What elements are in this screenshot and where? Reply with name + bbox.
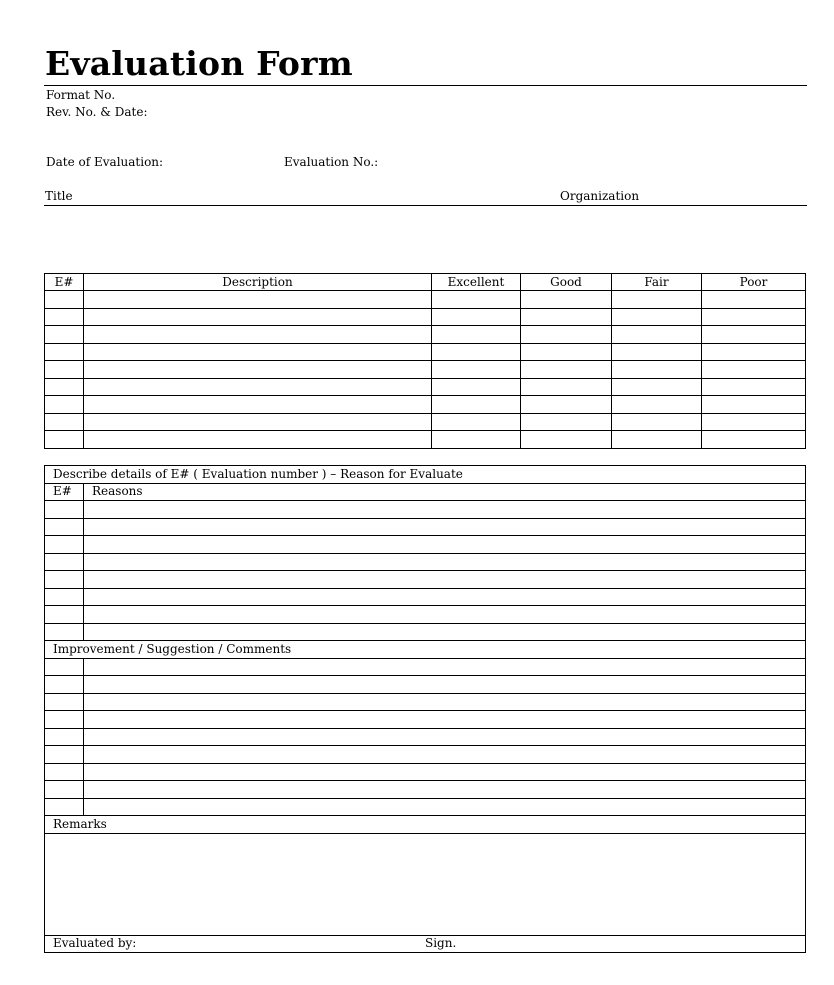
e-number-cell[interactable] [45, 413, 84, 431]
date-of-evaluation-label: Date of Evaluation: [46, 155, 164, 169]
reason-row [45, 571, 806, 589]
title-org-underline [44, 205, 807, 206]
evaluation-row [45, 413, 806, 431]
e-number-cell[interactable] [45, 571, 84, 589]
details-section-header [45, 466, 806, 484]
evaluation-row [45, 431, 806, 449]
e-number-cell[interactable] [45, 781, 84, 799]
comment-row [45, 798, 806, 816]
good-cell[interactable] [521, 361, 612, 379]
excellent-cell[interactable] [432, 291, 521, 309]
poor-cell[interactable] [702, 308, 806, 326]
details-section-title: Describe details of E# ( Evaluation number ) – Reason for Evaluate [45, 466, 806, 484]
evaluation-row [45, 326, 806, 344]
rev-no-date-label: Rev. No. & Date: [46, 105, 148, 119]
description-cell[interactable] [84, 343, 432, 361]
e-number-cell[interactable] [45, 588, 84, 606]
col-header-good: Good [521, 274, 612, 291]
poor-cell[interactable] [702, 291, 806, 309]
e-number-cell[interactable] [45, 728, 84, 746]
col-header-reasons: Reasons [84, 483, 806, 501]
comment-row [45, 728, 806, 746]
reason-row [45, 553, 806, 571]
col-header-e-number: E# [45, 274, 84, 291]
comment-cell[interactable] [84, 746, 806, 764]
col-header-poor: Poor [702, 274, 806, 291]
e-number-cell[interactable] [45, 553, 84, 571]
e-number-cell[interactable] [45, 396, 84, 414]
evaluation-table [44, 273, 806, 449]
poor-cell[interactable] [702, 396, 806, 414]
e-number-cell[interactable] [45, 343, 84, 361]
remarks-label: Remarks [45, 816, 806, 834]
comment-row [45, 781, 806, 799]
organization-label: Organization [560, 189, 640, 203]
comment-cell[interactable] [84, 711, 806, 729]
comment-row [45, 763, 806, 781]
good-cell[interactable] [521, 413, 612, 431]
evaluation-row [45, 343, 806, 361]
reason-row [45, 606, 806, 624]
improvement-section-header [45, 641, 806, 659]
e-number-cell[interactable] [45, 291, 84, 309]
reasons-column-header [45, 483, 806, 501]
comment-row [45, 693, 806, 711]
e-number-cell[interactable] [45, 711, 84, 729]
reason-row [45, 518, 806, 536]
signature-row [45, 935, 806, 953]
poor-cell[interactable] [702, 413, 806, 431]
col-header-fair: Fair [612, 274, 702, 291]
e-number-cell[interactable] [45, 431, 84, 449]
comment-cell[interactable] [84, 798, 806, 816]
col-header-excellent: Excellent [432, 274, 521, 291]
col-header-description: Description [84, 274, 432, 291]
excellent-cell[interactable] [432, 378, 521, 396]
description-cell[interactable] [84, 291, 432, 309]
reason-cell[interactable] [84, 501, 806, 519]
improvement-section-title: Improvement / Suggestion / Comments [45, 641, 806, 659]
description-cell[interactable] [84, 413, 432, 431]
description-cell[interactable] [84, 396, 432, 414]
fair-cell[interactable] [612, 413, 702, 431]
e-number-cell[interactable] [45, 623, 84, 641]
good-cell[interactable] [521, 396, 612, 414]
excellent-cell[interactable] [432, 361, 521, 379]
comment-row [45, 676, 806, 694]
comment-cell[interactable] [84, 676, 806, 694]
e-number-cell[interactable] [45, 693, 84, 711]
comment-cell[interactable] [84, 728, 806, 746]
e-number-cell[interactable] [45, 536, 84, 554]
fair-cell[interactable] [612, 308, 702, 326]
description-cell[interactable] [84, 361, 432, 379]
description-cell[interactable] [84, 308, 432, 326]
page-title: Evaluation Form [45, 44, 353, 83]
poor-cell[interactable] [702, 343, 806, 361]
reason-cell[interactable] [84, 606, 806, 624]
e-number-cell[interactable] [45, 326, 84, 344]
excellent-cell[interactable] [432, 326, 521, 344]
comment-cell[interactable] [84, 658, 806, 676]
format-no-label: Format No. [46, 88, 116, 102]
poor-cell[interactable] [702, 378, 806, 396]
fair-cell[interactable] [612, 343, 702, 361]
signature-cell [45, 935, 806, 953]
reason-cell[interactable] [84, 553, 806, 571]
evaluation-row [45, 378, 806, 396]
evaluation-row [45, 361, 806, 379]
remarks-box-row [45, 833, 806, 935]
comment-cell[interactable] [84, 693, 806, 711]
excellent-cell[interactable] [432, 396, 521, 414]
fair-cell[interactable] [612, 361, 702, 379]
sign-label: Sign. [425, 935, 457, 950]
description-cell[interactable] [84, 378, 432, 396]
good-cell[interactable] [521, 343, 612, 361]
evaluation-row [45, 308, 806, 326]
fair-cell[interactable] [612, 378, 702, 396]
good-cell[interactable] [521, 326, 612, 344]
title-label: Title [45, 189, 73, 203]
e-number-cell[interactable] [45, 798, 84, 816]
fair-cell[interactable] [612, 291, 702, 309]
comment-row [45, 711, 806, 729]
col-header-e-number: E# [45, 483, 84, 501]
excellent-cell[interactable] [432, 431, 521, 449]
excellent-cell[interactable] [432, 343, 521, 361]
comment-cell[interactable] [84, 763, 806, 781]
e-number-cell[interactable] [45, 676, 84, 694]
e-number-cell[interactable] [45, 763, 84, 781]
comment-row [45, 658, 806, 676]
reason-cell[interactable] [84, 518, 806, 536]
details-table [44, 465, 806, 953]
reason-row [45, 501, 806, 519]
poor-cell[interactable] [702, 326, 806, 344]
evaluation-row [45, 396, 806, 414]
comment-row [45, 746, 806, 764]
e-number-cell[interactable] [45, 501, 84, 519]
e-number-cell[interactable] [45, 361, 84, 379]
evaluation-table-header [45, 274, 806, 291]
good-cell[interactable] [521, 308, 612, 326]
reason-cell[interactable] [84, 571, 806, 589]
reason-cell[interactable] [84, 536, 806, 554]
e-number-cell[interactable] [45, 308, 84, 326]
details-table-body [45, 466, 806, 953]
reason-row [45, 536, 806, 554]
fair-cell[interactable] [612, 396, 702, 414]
title-underline [44, 85, 807, 86]
fair-cell[interactable] [612, 431, 702, 449]
description-cell[interactable] [84, 431, 432, 449]
excellent-cell[interactable] [432, 413, 521, 431]
e-number-cell[interactable] [45, 746, 84, 764]
description-cell[interactable] [84, 326, 432, 344]
remarks-header [45, 816, 806, 834]
e-number-cell[interactable] [45, 378, 84, 396]
e-number-cell[interactable] [45, 658, 84, 676]
e-number-cell[interactable] [45, 606, 84, 624]
good-cell[interactable] [521, 378, 612, 396]
reason-row [45, 588, 806, 606]
evaluated-by-label: Evaluated by: [53, 936, 137, 951]
fair-cell[interactable] [612, 326, 702, 344]
reason-row [45, 623, 806, 641]
evaluation-no-label: Evaluation No.: [284, 155, 379, 169]
good-cell[interactable] [521, 291, 612, 309]
remarks-box[interactable] [45, 833, 806, 935]
comment-cell[interactable] [84, 781, 806, 799]
reason-cell[interactable] [84, 623, 806, 641]
excellent-cell[interactable] [432, 308, 521, 326]
poor-cell[interactable] [702, 431, 806, 449]
good-cell[interactable] [521, 431, 612, 449]
reason-cell[interactable] [84, 588, 806, 606]
poor-cell[interactable] [702, 361, 806, 379]
evaluation-row [45, 291, 806, 309]
evaluation-table-body [45, 291, 806, 449]
e-number-cell[interactable] [45, 518, 84, 536]
